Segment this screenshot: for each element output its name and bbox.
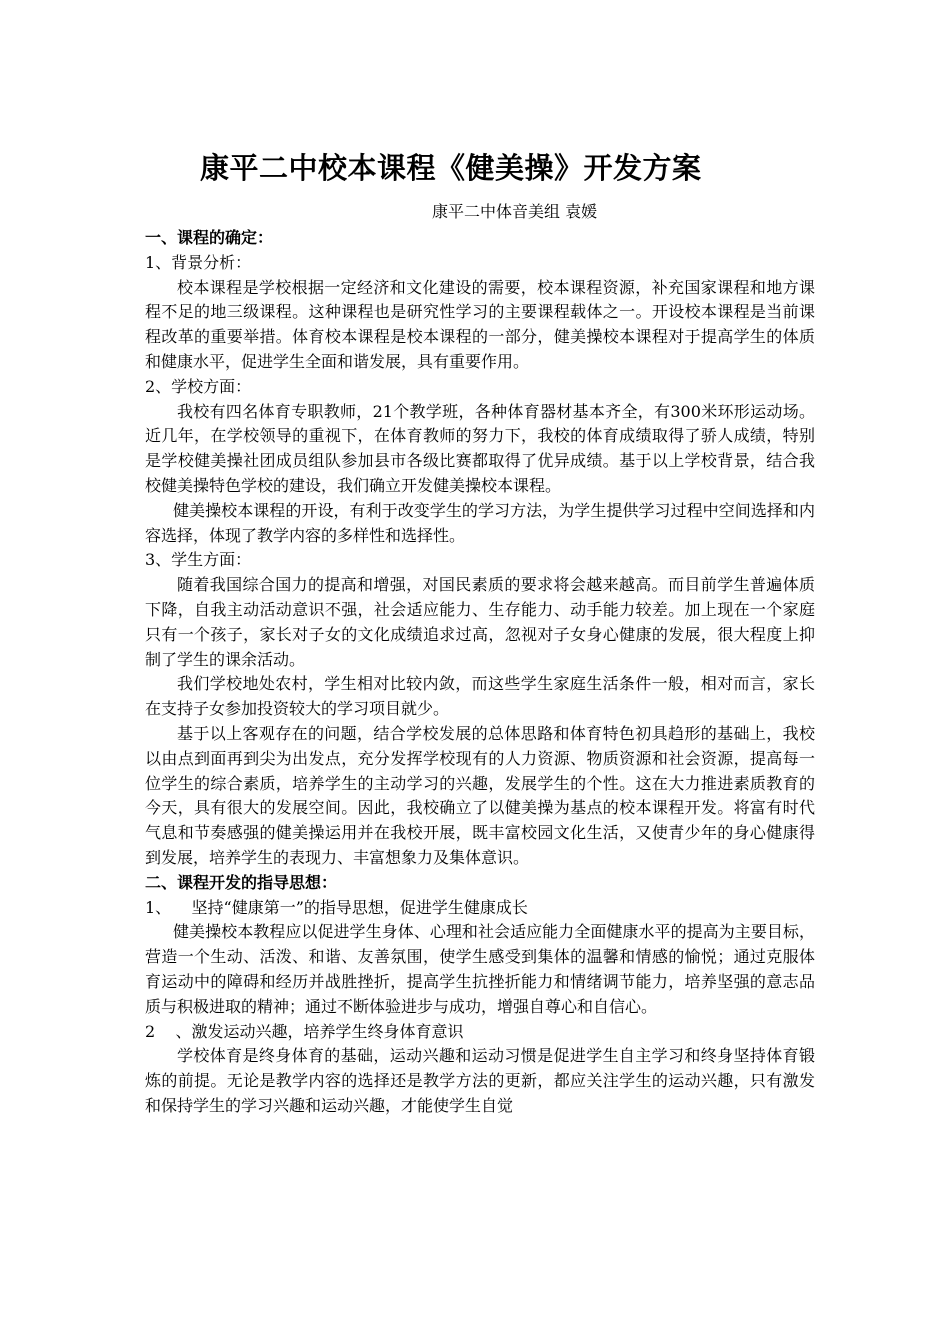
paragraph: 我校有四名体育专职教师，21个教学班，各种体育器材基本齐全，有300米环形运动场。近几年，在学校领导的重视下，在体育教师的努力下，我校的体育成绩取得了骄人成绩，特别是学校健美操社团成员组队参加县市各级比赛都取得了优异成绩。基于以上学校背景，结合我校健美操特色学校的建设，我们确立开发健美操校本课程。 — [145, 401, 815, 495]
paragraph: 我们学校地处农村，学生相对比较内敛，而这些学生家庭生活条件一般，相对而言，家长在支持子女参加投资较大的学习项目就少。 — [145, 674, 815, 719]
paragraph: 基于以上客观存在的问题，结合学校发展的总体思路和体育特色初具趋形的基础上，我校以由点到面再到尖为出发点，充分发挥学校现有的人力资源、物质资源和社会资源，提高每一位学生的综合素质，培养学生的主动学习的兴趣，发展学生的个性。这在大力推进素质教育的今天，具有很大的发展空间。因此，我校确立了以健美操为基点的校本课程开发。将富有时代气息和节奏感强的健美操运用并在我校开展，既丰富校园文化生活，又使青少年的身心健康得到发展，培养学生的表现力、丰富想象力及集体意识。 — [145, 723, 815, 867]
section-heading: 一、课程的确定： — [145, 228, 274, 247]
document-author: 康平二中体音美组 袁媛 — [432, 202, 598, 221]
paragraph: 健美操校本课程的开设，有利于改变学生的学习方法，为学生提供学习过程中空间选择和内容选择，体现了教学内容的多样性和选择性。 — [145, 500, 815, 545]
paragraph: 校本课程是学校根据一定经济和文化建设的需要，校本课程资源，补充国家课程和地方课程不足的地三级课程。这种课程也是研究性学习的主要课程载体之一。开设校本课程是当前课程改革的重要举措。体育校本课程是校本课程的一部分，健美操校本课程对于提高学生的体质和健康水平，促进学生全面和谐发展，具有重要作用。 — [145, 277, 815, 371]
item-label: 1、 坚持“健康第一”的指导思想，促进学生健康成长 — [145, 897, 528, 917]
paragraph: 健美操校本教程应以促进学生身体、心理和社会适应能力全面健康水平的提高为主要目标，营造一个生动、活泼、和谐、友善氛围，使学生感受到集体的温馨和情感的愉悦；通过克服体育运动中的障碍和经历并战胜挫折，提高学生抗挫折能力和情绪调节能力，培养坚强的意志品质与积极进取的精神；通过不断体验进步与成功，增强自尊心和自信心。 — [145, 922, 815, 1016]
item-label: 2、学校方面： — [145, 376, 252, 396]
paragraph: 学校体育是终身体育的基础，运动兴趣和运动习惯是促进学生自主学习和终身坚持体育锻炼的前提。无论是教学内容的选择还是教学方法的更新，都应关注学生的运动兴趣，只有激发和保持学生的学习兴趣和运动兴趣，才能使学生自觉 — [145, 1046, 815, 1115]
document-title: 康平二中校本课程《健美操》开发方案 — [200, 151, 702, 185]
section-heading: 二、课程开发的指导思想： — [145, 872, 338, 892]
item-label: 3、学生方面： — [145, 550, 252, 570]
item-label: 1、背景分析： — [145, 252, 252, 272]
paragraph: 随着我国综合国力的提高和增强，对国民素质的要求将会越来越高。而目前学生普遍体质下降，自我主动活动意识不强，社会适应能力、生存能力、动手能力较差。加上现在一个家庭只有一个孩子，家长对子女的文化成绩追求过高，忽视对子女身心健康的发展，很大程度上抑制了学生的课余活动。 — [145, 575, 815, 669]
item-label: 2 、激发运动兴趣，培养学生终身体育意识 — [145, 1021, 464, 1041]
document-body — [145, 226, 815, 1119]
